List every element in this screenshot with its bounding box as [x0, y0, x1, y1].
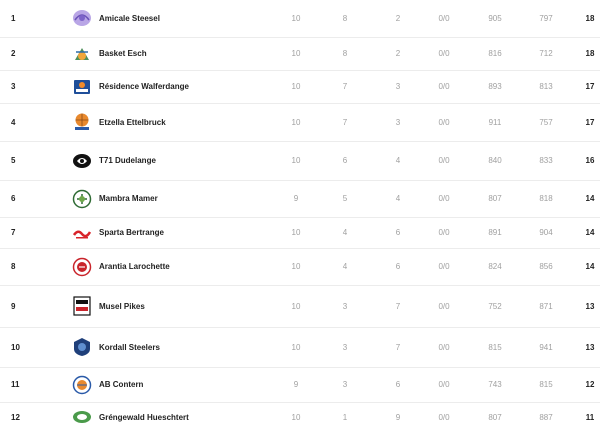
rank-cell: 4	[11, 117, 16, 127]
points-for: 911	[488, 117, 502, 127]
points-against: 712	[539, 49, 553, 58]
table-row	[0, 141, 600, 180]
penalties: 0/0	[438, 380, 450, 389]
points-for: 752	[488, 301, 502, 311]
rank-cell: 8	[11, 262, 16, 271]
points-total: 12	[585, 380, 595, 389]
penalties: 0/0	[438, 228, 450, 237]
points-for: 743	[488, 380, 502, 389]
rank-cell: 2	[11, 49, 16, 58]
table-row	[0, 0, 600, 37]
points-total: 17	[585, 82, 595, 91]
points-for: 893	[488, 82, 502, 91]
table-row	[0, 37, 600, 70]
team-name[interactable]: Arantia Larochette	[99, 262, 170, 271]
games-played: 10	[291, 412, 301, 422]
points-against: 887	[539, 412, 553, 422]
penalties: 0/0	[438, 342, 450, 352]
penalties: 0/0	[438, 194, 450, 203]
ab-contern-logo	[65, 367, 99, 402]
wins: 6	[342, 156, 348, 165]
sparta-bertrange-logo	[65, 217, 99, 248]
penalties: 0/0	[438, 82, 450, 91]
t71-dudelange-logo	[65, 141, 99, 180]
games-played: 10	[291, 342, 301, 352]
games-played: 10	[291, 156, 301, 165]
losses: 4	[395, 156, 401, 165]
points-total: 13	[585, 301, 595, 311]
points-total: 18	[585, 49, 595, 58]
points-total: 18	[585, 13, 595, 23]
penalties: 0/0	[438, 13, 450, 23]
team-name[interactable]: Gréngewald Hueschtert	[99, 412, 189, 422]
wins: 5	[342, 194, 348, 203]
wins: 4	[342, 228, 348, 237]
games-played: 10	[291, 117, 301, 127]
games-played: 10	[291, 262, 301, 271]
wins: 8	[342, 13, 348, 23]
rank-cell: 12	[11, 412, 20, 422]
rank-cell: 5	[11, 156, 16, 165]
table-row	[0, 367, 600, 402]
musel-pikes-logo	[65, 285, 99, 327]
table-row	[0, 180, 600, 217]
points-for: 905	[488, 13, 502, 23]
points-for: 891	[488, 228, 502, 237]
team-name[interactable]: Amicale Steesel	[99, 13, 160, 23]
penalties: 0/0	[438, 117, 450, 127]
rank-cell: 1	[11, 13, 16, 23]
losses: 2	[395, 49, 401, 58]
points-for: 807	[488, 412, 502, 422]
rank-cell: 9	[11, 301, 16, 311]
points-against: 833	[539, 156, 553, 165]
wins: 3	[342, 301, 348, 311]
rank-cell: 11	[11, 380, 20, 389]
games-played: 10	[291, 82, 301, 91]
losses: 3	[395, 117, 401, 127]
losses: 6	[395, 380, 401, 389]
losses: 3	[395, 82, 401, 91]
team-name[interactable]: Musel Pikes	[99, 301, 145, 311]
games-played: 9	[293, 380, 299, 389]
grengewald-hueschtert-logo	[65, 402, 99, 432]
points-for: 807	[488, 194, 502, 203]
rank-cell: 10	[11, 342, 20, 352]
points-against: 856	[539, 262, 553, 271]
rank-cell: 3	[11, 82, 16, 91]
points-against: 904	[539, 228, 553, 237]
points-total: 14	[585, 228, 595, 237]
table-row	[0, 327, 600, 367]
table-row	[0, 70, 600, 103]
points-for: 816	[488, 49, 502, 58]
kordall-steelers-logo	[65, 327, 99, 367]
points-for: 815	[488, 342, 502, 352]
etzella-ettelbruck-logo	[65, 103, 99, 141]
team-name[interactable]: Kordall Steelers	[99, 342, 160, 352]
team-name[interactable]: T71 Dudelange	[99, 156, 156, 165]
table-row	[0, 248, 600, 285]
penalties: 0/0	[438, 412, 450, 422]
penalties: 0/0	[438, 49, 450, 58]
games-played: 10	[291, 49, 301, 58]
points-total: 17	[585, 117, 595, 127]
wins: 7	[342, 117, 348, 127]
losses: 2	[395, 13, 401, 23]
wins: 3	[342, 380, 348, 389]
residence-walferdange-logo	[65, 70, 99, 103]
amicale-steesel-logo	[65, 0, 99, 37]
table-row	[0, 285, 600, 327]
losses: 7	[395, 342, 401, 352]
points-for: 824	[488, 262, 502, 271]
table-row	[0, 217, 600, 248]
losses: 6	[395, 262, 401, 271]
points-against: 797	[539, 13, 553, 23]
penalties: 0/0	[438, 156, 450, 165]
points-against: 815	[539, 380, 553, 389]
points-total: 13	[585, 342, 595, 352]
rank-cell: 7	[11, 228, 16, 237]
points-against: 818	[539, 194, 553, 203]
penalties: 0/0	[438, 301, 450, 311]
wins: 1	[342, 412, 348, 422]
points-against: 941	[539, 342, 553, 352]
team-name[interactable]: Résidence Walferdange	[99, 82, 189, 91]
losses: 4	[395, 194, 401, 203]
points-against: 813	[539, 82, 553, 91]
wins: 4	[342, 262, 348, 271]
team-name[interactable]: Etzella Ettelbruck	[99, 117, 166, 127]
wins: 7	[342, 82, 348, 91]
table-row	[0, 103, 600, 141]
losses: 6	[395, 228, 401, 237]
points-total: 11	[585, 412, 595, 422]
losses: 7	[395, 301, 401, 311]
points-for: 840	[488, 156, 502, 165]
games-played: 10	[291, 228, 301, 237]
points-total: 14	[585, 262, 595, 271]
arantia-larochette-logo	[65, 248, 99, 285]
points-against: 871	[539, 301, 553, 311]
points-against: 757	[539, 117, 553, 127]
team-name[interactable]: AB Contern	[99, 380, 144, 389]
mambra-mamer-logo	[65, 180, 99, 217]
table-row	[0, 402, 600, 432]
wins: 8	[342, 49, 348, 58]
team-name[interactable]: Mambra Mamer	[99, 194, 158, 203]
games-played: 10	[291, 13, 301, 23]
games-played: 10	[291, 301, 301, 311]
games-played: 9	[293, 194, 299, 203]
wins: 3	[342, 342, 348, 352]
points-total: 14	[585, 194, 595, 203]
team-name[interactable]: Sparta Bertrange	[99, 228, 164, 237]
team-name[interactable]: Basket Esch	[99, 49, 147, 58]
penalties: 0/0	[438, 262, 450, 271]
losses: 9	[395, 412, 401, 422]
rank-cell: 6	[11, 194, 16, 203]
basket-esch-logo	[65, 37, 99, 70]
points-total: 16	[585, 156, 595, 165]
